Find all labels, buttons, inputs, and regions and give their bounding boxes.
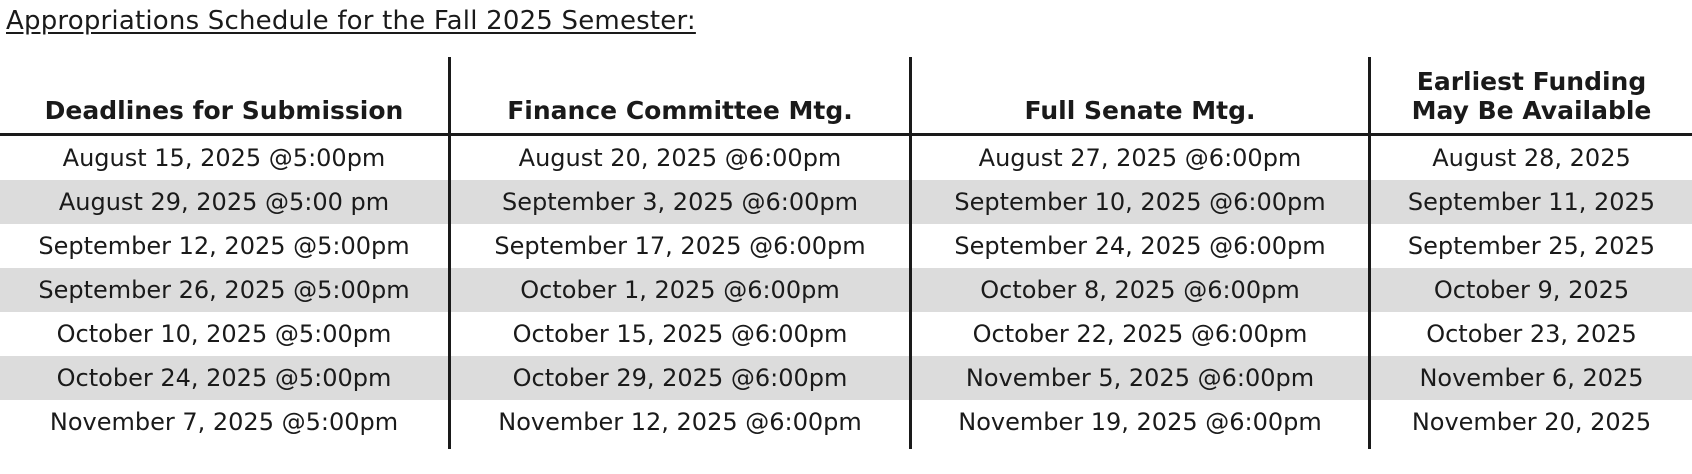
deadline-cell: October 10, 2025 @5:00pm bbox=[56, 320, 392, 348]
funding-available-cell: November 20, 2025 bbox=[1411, 408, 1652, 436]
finance-committee-cell: October 29, 2025 @6:00pm bbox=[512, 364, 848, 392]
deadline-cell: October 24, 2025 @5:00pm bbox=[56, 364, 392, 392]
funding-available-cell: October 23, 2025 bbox=[1426, 320, 1637, 348]
table-row bbox=[0, 136, 1692, 180]
page-title: Appropriations Schedule for the Fall 2025 Semester: bbox=[6, 6, 696, 36]
finance-committee-cell: November 12, 2025 @6:00pm bbox=[498, 408, 862, 436]
funding-available-cell: November 6, 2025 bbox=[1419, 364, 1644, 392]
table-header-row bbox=[0, 57, 1692, 133]
deadline-cell: August 29, 2025 @5:00 pm bbox=[58, 188, 390, 216]
column-divider-1 bbox=[448, 57, 451, 449]
table-row bbox=[0, 400, 1692, 444]
full-senate-cell: October 22, 2025 @6:00pm bbox=[972, 320, 1308, 348]
deadline-cell: September 26, 2025 @5:00pm bbox=[38, 276, 410, 304]
table-row bbox=[0, 312, 1692, 356]
header-finance-committee-mtg: Finance Committee Mtg. bbox=[507, 96, 853, 125]
table-row bbox=[0, 268, 1692, 312]
finance-committee-cell: October 1, 2025 @6:00pm bbox=[520, 276, 840, 304]
table-row bbox=[0, 180, 1692, 224]
appropriations-schedule-table bbox=[0, 57, 1692, 436]
deadline-cell: September 12, 2025 @5:00pm bbox=[38, 232, 410, 260]
finance-committee-cell: September 17, 2025 @6:00pm bbox=[494, 232, 866, 260]
table-body bbox=[0, 136, 1692, 444]
funding-available-cell: October 9, 2025 bbox=[1433, 276, 1630, 304]
header-earliest-funding-line2: May Be Available bbox=[1411, 96, 1652, 125]
header-deadlines-for-submission: Deadlines for Submission bbox=[44, 96, 404, 125]
header-earliest-funding bbox=[1371, 67, 1692, 125]
column-divider-2 bbox=[909, 57, 912, 449]
full-senate-cell: November 5, 2025 @6:00pm bbox=[965, 364, 1315, 392]
funding-available-cell: August 28, 2025 bbox=[1432, 144, 1631, 172]
deadline-cell: August 15, 2025 @5:00pm bbox=[62, 144, 386, 172]
header-full-senate-mtg: Full Senate Mtg. bbox=[1024, 96, 1256, 125]
header-earliest-funding-line1: Earliest Funding bbox=[1416, 67, 1647, 96]
finance-committee-cell: August 20, 2025 @6:00pm bbox=[518, 144, 842, 172]
full-senate-cell: September 10, 2025 @6:00pm bbox=[954, 188, 1326, 216]
full-senate-cell: August 27, 2025 @6:00pm bbox=[978, 144, 1302, 172]
full-senate-cell: September 24, 2025 @6:00pm bbox=[954, 232, 1326, 260]
funding-available-cell: September 25, 2025 bbox=[1407, 232, 1656, 260]
deadline-cell: November 7, 2025 @5:00pm bbox=[49, 408, 399, 436]
table-row bbox=[0, 356, 1692, 400]
finance-committee-cell: September 3, 2025 @6:00pm bbox=[501, 188, 859, 216]
finance-committee-cell: October 15, 2025 @6:00pm bbox=[512, 320, 848, 348]
full-senate-cell: November 19, 2025 @6:00pm bbox=[958, 408, 1322, 436]
column-divider-3 bbox=[1368, 57, 1371, 449]
funding-available-cell: September 11, 2025 bbox=[1407, 188, 1656, 216]
table-row bbox=[0, 224, 1692, 268]
full-senate-cell: October 8, 2025 @6:00pm bbox=[980, 276, 1300, 304]
